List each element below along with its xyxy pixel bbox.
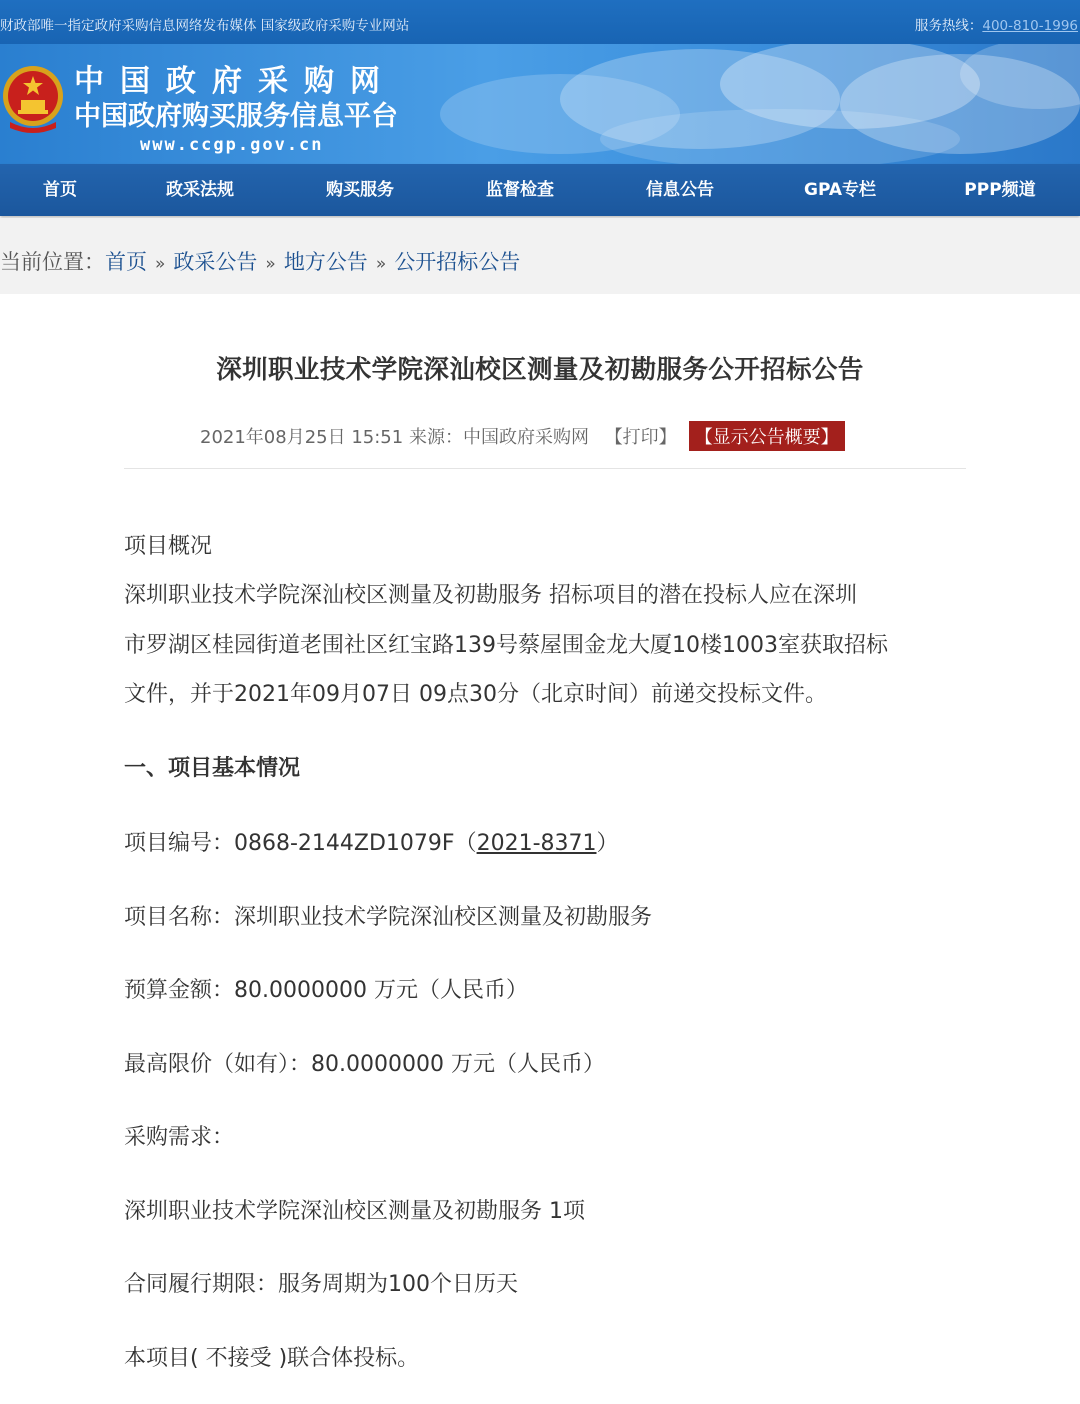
- demand-label: 采购需求：: [124, 1125, 235, 1150]
- brand-block: [74, 64, 398, 156]
- breadcrumb-label: 当前位置：: [0, 250, 105, 274]
- hotline-number-link[interactable]: 400-810-1996: [982, 18, 1078, 34]
- project-number-link[interactable]: 2021-8371: [476, 831, 597, 856]
- top-info-bar: [0, 0, 1080, 44]
- hotline: [915, 14, 1078, 34]
- article-meta: [200, 421, 845, 451]
- nav-item-regulations[interactable]: 政采法规: [166, 180, 234, 200]
- breadcrumb-separator: »: [375, 254, 387, 274]
- show-summary-button[interactable]: 【显示公告概要】: [689, 421, 845, 451]
- project-number: [124, 826, 619, 857]
- brand-title: 中国政府采购网: [74, 64, 396, 99]
- breadcrumb-separator: »: [155, 254, 166, 274]
- article-source: 来源：中国政府采购网: [408, 427, 589, 448]
- consortium-note: 本项目( 不接受 )联合体投标。: [124, 1346, 420, 1371]
- contract-period: 合同履行期限：服务周期为100个日历天: [124, 1272, 518, 1297]
- nav-item-purchase-services[interactable]: 购买服务: [326, 180, 394, 200]
- hotline-label: 服务热线：: [914, 18, 983, 34]
- national-emblem-icon: [0, 62, 66, 134]
- breadcrumb-link-local-announcements[interactable]: 地方公告: [283, 250, 368, 274]
- project-number-suffix: ）: [596, 831, 619, 856]
- max-price: 最高限价（如有）：80.0000000 万元（人民币）: [124, 1052, 605, 1077]
- breadcrumb-separator: »: [265, 254, 276, 274]
- header-divider: [124, 468, 966, 469]
- nav-item-home[interactable]: 首页: [43, 180, 77, 200]
- overview-line: 文件，并于2021年09月07日 09点30分（北京时间）前递交投标文件。: [124, 682, 827, 707]
- breadcrumb-link-public-tender[interactable]: 公开招标公告: [394, 250, 521, 274]
- nav-item-announcements[interactable]: 信息公告: [646, 180, 714, 200]
- breadcrumb: [0, 246, 520, 276]
- section-heading-basic-info: 一、项目基本情况: [124, 756, 301, 781]
- overview-line: 市罗湖区桂园街道老围社区红宝路139号蔡屋围金龙大厦10楼1003室获取招标: [124, 633, 888, 658]
- brand-subtitle: 中国政府购买服务信息平台: [74, 101, 398, 132]
- nav-item-supervision[interactable]: 监督检查: [486, 180, 554, 200]
- site-tagline: 财政部唯一指定政府采购信息网络发布媒体 国家级政府采购专业网站: [0, 18, 410, 34]
- nav-item-gpa[interactable]: GPA专栏: [803, 180, 876, 200]
- print-link[interactable]: 【打印】: [604, 427, 677, 448]
- site-banner: [0, 44, 1080, 164]
- project-name: 项目名称：深圳职业技术学院深汕校区测量及初勘服务: [124, 905, 653, 930]
- overview-heading: 项目概况: [124, 534, 213, 559]
- demand-item: 深圳职业技术学院深汕校区测量及初勘服务 1项: [124, 1199, 585, 1224]
- project-number-prefix: 项目编号：0868-2144ZD1079F（: [124, 831, 477, 856]
- nav-item-ppp[interactable]: PPP频道: [964, 180, 1036, 200]
- brand-url: www.ccgp.gov.cn: [140, 135, 324, 155]
- budget-amount: 预算金额：80.0000000 万元（人民币）: [124, 978, 528, 1003]
- article-title: 深圳职业技术学院深汕校区测量及初勘服务公开招标公告: [216, 355, 864, 385]
- breadcrumb-link-gov-announcements[interactable]: 政采公告: [173, 250, 258, 274]
- overview-line: 深圳职业技术学院深汕校区测量及初勘服务 招标项目的潜在投标人应在深圳: [124, 583, 857, 608]
- main-nav: [0, 164, 1080, 216]
- publish-date: 2021年08月25日 15:51: [200, 427, 404, 448]
- breadcrumb-link-home[interactable]: 首页: [105, 250, 147, 274]
- breadcrumb-bar: [0, 218, 1080, 294]
